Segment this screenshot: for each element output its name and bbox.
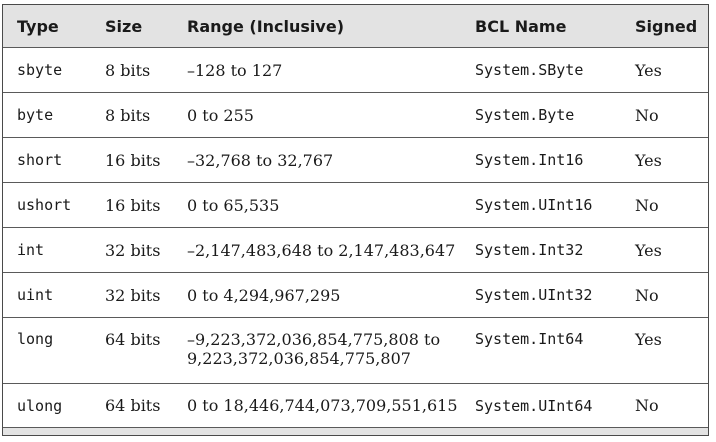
bcl-name-cell: System.Int16	[475, 151, 584, 169]
signed-cell: No	[635, 195, 659, 215]
signed-cell: Yes	[635, 60, 662, 80]
header-type: Type	[17, 16, 59, 36]
type-cell: ushort	[17, 196, 72, 214]
type-cell: sbyte	[17, 61, 63, 79]
size-cell: 32 bits	[105, 285, 161, 305]
signed-cell: No	[635, 285, 659, 305]
type-cell: byte	[17, 106, 54, 124]
header-bcl-name: BCL Name	[475, 16, 567, 36]
table-row	[3, 384, 708, 428]
table-footer-band	[3, 428, 708, 436]
size-cell: 16 bits	[105, 195, 161, 215]
header-size: Size	[105, 16, 143, 36]
table-row	[3, 48, 708, 93]
range-cell: 0 to 18,446,744,073,709,551,615	[187, 396, 458, 415]
range-cell: 0 to 4,294,967,295	[187, 285, 341, 305]
range-cell: 0 to 255	[187, 105, 254, 125]
signed-cell: Yes	[635, 330, 662, 349]
table-row	[3, 138, 708, 183]
size-cell: 32 bits	[105, 240, 161, 260]
size-cell: 64 bits	[105, 330, 161, 349]
range-cell: 0 to 65,535	[187, 195, 280, 215]
size-cell: 16 bits	[105, 150, 161, 170]
range-cell: –128 to 127	[187, 60, 283, 80]
bcl-name-cell: System.Byte	[475, 106, 575, 124]
signed-cell: No	[635, 396, 659, 415]
signed-cell: Yes	[635, 240, 662, 260]
table-header-row	[3, 4, 708, 48]
integer-types-table	[2, 4, 709, 436]
table-row	[3, 228, 708, 273]
bcl-name-cell: System.UInt64	[475, 396, 593, 415]
range-cell: –32,768 to 32,767	[187, 150, 334, 170]
type-cell: uint	[17, 286, 54, 304]
bcl-name-cell: System.Int32	[475, 241, 584, 259]
bcl-name-cell: System.SByte	[475, 61, 584, 79]
range-cell: –2,147,483,648 to 2,147,483,647	[187, 240, 456, 260]
table-row	[3, 318, 708, 384]
size-cell: 8 bits	[105, 60, 151, 80]
type-cell: long	[17, 330, 54, 348]
size-cell: 8 bits	[105, 105, 151, 125]
table-row	[3, 273, 708, 318]
table-row	[3, 93, 708, 138]
header-range: Range (Inclusive)	[187, 16, 344, 36]
bcl-name-cell: System.Int64	[475, 330, 584, 348]
range-cell: –9,223,372,036,854,775,808 to 9,223,372,036,854,775,807	[187, 330, 441, 368]
type-cell: ulong	[17, 396, 63, 415]
signed-cell: No	[635, 105, 659, 125]
size-cell: 64 bits	[105, 396, 161, 415]
bcl-name-cell: System.UInt32	[475, 286, 593, 304]
signed-cell: Yes	[635, 150, 662, 170]
bcl-name-cell: System.UInt16	[475, 196, 593, 214]
type-cell: short	[17, 151, 63, 169]
table-row	[3, 183, 708, 228]
type-cell: int	[17, 241, 45, 259]
header-signed: Signed	[635, 16, 698, 36]
